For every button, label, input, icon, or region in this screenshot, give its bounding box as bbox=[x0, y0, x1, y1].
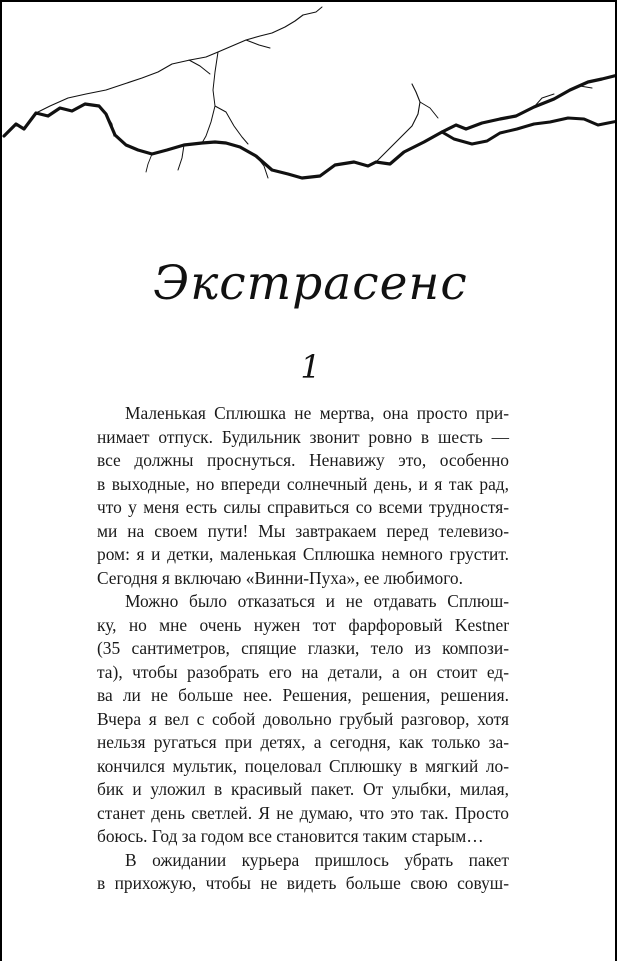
text-line: бик и уложил в красивый пакет. От улыбки, милая, bbox=[97, 779, 509, 799]
text-line: Сегодня я включаю «Винни-Пуха», ее любимого. bbox=[97, 567, 463, 588]
body-text bbox=[97, 402, 509, 896]
text-line: Вчера я вел с собой довольно грубый разговор, хотя bbox=[97, 708, 509, 729]
text-line: нельзя ругаться при детях, а сегодня, как только за- bbox=[97, 732, 509, 752]
text-line: ром: я и детки, маленькая Сплюшка немного грустит. bbox=[97, 544, 509, 564]
text-line: ва ли не больше нее. Решения, решения, решения. bbox=[97, 685, 509, 705]
chapter-number: 1 bbox=[300, 348, 321, 386]
text-line: (35 сантиметров, спящие глазки, тело из компози- bbox=[97, 638, 509, 658]
text-line: в прихожую, чтобы не видеть больше свою совуш- bbox=[97, 873, 509, 893]
text-line: кончился мультик, поцеловал Сплюшку в мягкий ло- bbox=[97, 755, 509, 776]
text-line: ку, но мне очень нужен тот фарфоровый Kestner bbox=[97, 614, 509, 635]
text-line: ми на своем пути! Мы завтракаем перед телевизо- bbox=[97, 520, 509, 541]
text-line: все должны проснуться. Ненавижу это, особенно bbox=[97, 450, 509, 470]
text-line: станет день светлей. Я не думаю, что это так. Просто bbox=[97, 802, 509, 823]
text-line: что у меня есть силы справиться со всеми трудностя- bbox=[97, 497, 509, 517]
text-line: В ожидании курьера пришлось убрать пакет bbox=[125, 849, 509, 870]
text-line: та), чтобы разобрать его на детали, а он стоит ед- bbox=[97, 661, 509, 682]
text-line: Маленькая Сплюшка не мертва, она просто при- bbox=[125, 403, 509, 423]
cracked-surface-illustration bbox=[2, 2, 617, 212]
story-title: Экстрасенс bbox=[153, 256, 468, 311]
text-line: нимает отпуск. Будильник звонит ровно в шесть — bbox=[97, 426, 509, 447]
text-line: Можно было отказаться и не отдавать Сплюш- bbox=[125, 591, 509, 611]
text-line: боюсь. Год за годом все становится таким старым… bbox=[97, 826, 484, 846]
text-line: в выходные, но впереди солнечный день, и я так рад, bbox=[97, 473, 509, 494]
